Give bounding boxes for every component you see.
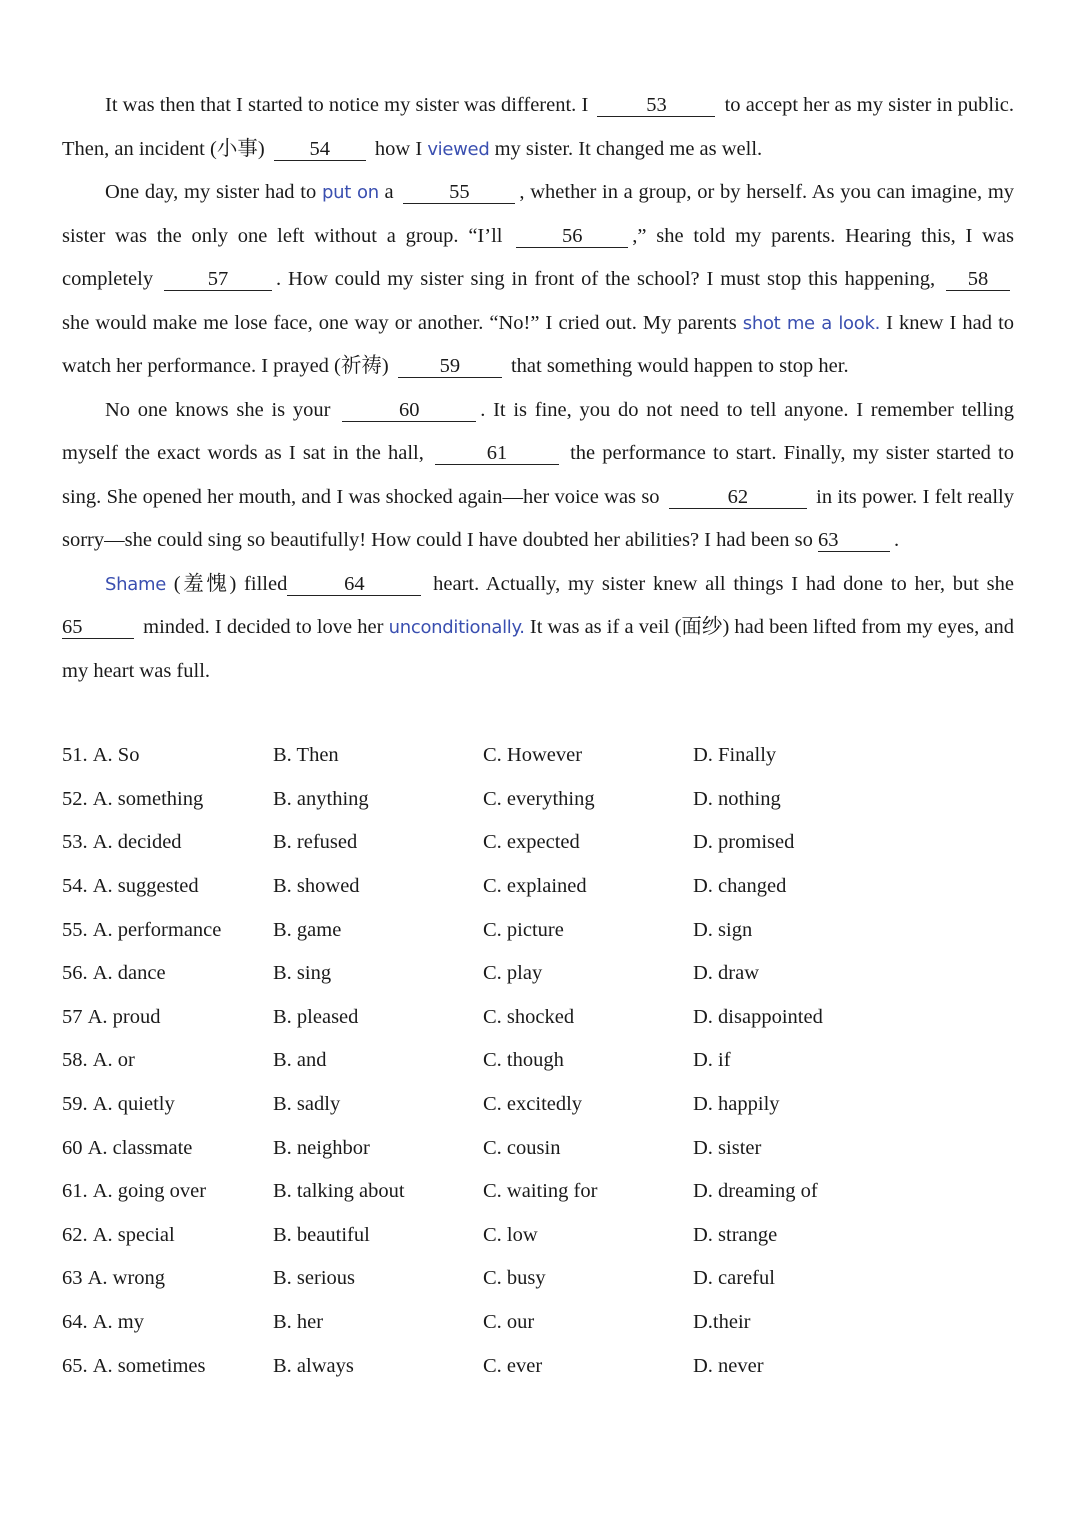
option-c: C. shocked — [483, 1005, 575, 1028]
question-row — [62, 996, 962, 1040]
option-c: C. busy — [483, 1267, 546, 1290]
option-d: D. Finally — [693, 744, 777, 767]
handwritten-note: shot me a look. — [742, 312, 880, 334]
question-number: 65. — [62, 1354, 88, 1377]
paragraph-1 — [62, 84, 1014, 171]
option-c: C. play — [483, 962, 543, 985]
option-c: C. picture — [483, 918, 564, 941]
handwritten-note: viewed — [427, 138, 490, 160]
blank-57: 57 — [164, 268, 272, 291]
text: No one knows she is your — [105, 398, 331, 421]
option-a: A. classmate — [87, 1136, 193, 1159]
option-c: C. cousin — [483, 1136, 561, 1159]
text: (羞愧) filled — [173, 572, 288, 595]
paragraph-3 — [62, 389, 1014, 563]
handwritten-note: put on — [321, 182, 379, 203]
option-d: D. happily — [693, 1093, 780, 1116]
text: I knew I had to watch her performance. I prayed (祈祷) — [62, 311, 1015, 377]
option-a-cell — [62, 1137, 273, 1160]
text: One day, my sister had to — [105, 181, 317, 203]
option-b: B. her — [273, 1311, 324, 1334]
question-number: 53. — [62, 831, 88, 854]
option-c: C. waiting for — [483, 1180, 598, 1203]
text: she would make me lose face, one way or another. “No!” I cried out. My parents — [62, 311, 737, 334]
option-a: A. quietly — [92, 1093, 175, 1116]
text: ,” she told my parents. Hearing this, I was completely — [62, 224, 1015, 290]
option-a-cell — [62, 919, 273, 942]
option-a: A. or — [92, 1049, 135, 1072]
text: . How could my sister sing in front of the school? I must stop this happening, — [276, 268, 936, 290]
passage — [62, 84, 1014, 693]
text: minded. I decided to love her — [143, 616, 384, 638]
text: the performance to start. Finally, my sister started to sing. She opened her mouth, and I was shocked again—her voice was so — [62, 442, 1014, 508]
option-c: C. our — [483, 1311, 535, 1334]
option-c: C. everything — [483, 787, 595, 810]
option-a-cell — [62, 875, 273, 898]
option-a-cell — [62, 1224, 273, 1247]
option-d: D. strange — [693, 1223, 778, 1246]
blank-62: 62 — [669, 486, 807, 509]
option-a: A. special — [92, 1223, 175, 1246]
option-a-cell — [62, 1311, 273, 1334]
option-b: B. Then — [273, 744, 339, 767]
option-b: B. talking about — [273, 1180, 405, 1203]
option-b: B. game — [273, 918, 342, 941]
question-row — [62, 1257, 962, 1301]
paragraph-2 — [62, 171, 1014, 389]
option-a: A. So — [92, 744, 140, 767]
option-a-cell — [62, 1049, 273, 1072]
question-number: 61. — [62, 1180, 88, 1203]
paragraph-4 — [62, 563, 1014, 694]
option-a-cell — [62, 788, 273, 811]
question-row — [62, 1214, 962, 1258]
option-b: B. neighbor — [273, 1136, 370, 1159]
option-a: A. going over — [92, 1180, 207, 1203]
blank-56: 56 — [516, 225, 628, 248]
blank-53: 53 — [597, 94, 715, 117]
question-row — [62, 734, 962, 778]
option-a-cell — [62, 1267, 273, 1290]
option-d: D. nothing — [693, 787, 781, 810]
question-number: 54. — [62, 875, 88, 898]
option-c: C. However — [483, 744, 583, 767]
question-number: 60 — [62, 1136, 83, 1159]
option-a: A. my — [92, 1311, 144, 1334]
question-row — [62, 908, 962, 952]
option-d: D. dreaming of — [693, 1180, 818, 1203]
option-b: B. sadly — [273, 1093, 341, 1116]
question-number: 59. — [62, 1093, 88, 1116]
question-row — [62, 1170, 962, 1214]
question-row — [62, 821, 962, 865]
question-number: 58. — [62, 1049, 88, 1072]
option-a: A. proud — [87, 1005, 161, 1028]
option-a: A. suggested — [92, 875, 199, 898]
option-d: D. never — [693, 1354, 764, 1377]
question-number: 64. — [62, 1311, 88, 1334]
option-a-cell — [62, 744, 273, 767]
option-a: A. sometimes — [92, 1354, 206, 1377]
option-d: D. if — [693, 1049, 731, 1072]
option-c: C. ever — [483, 1354, 543, 1377]
option-d: D. sister — [693, 1136, 762, 1159]
option-c: C. low — [483, 1223, 538, 1246]
text: my sister. It changed me as well. — [494, 137, 763, 160]
blank-59: 59 — [398, 355, 502, 378]
option-b: B. sing — [273, 962, 332, 985]
blank-61: 61 — [435, 442, 559, 465]
option-b: B. pleased — [273, 1005, 359, 1028]
option-d: D. careful — [693, 1267, 775, 1290]
question-number: 51. — [62, 744, 88, 767]
handwritten-note: unconditionally. — [388, 617, 525, 638]
option-d: D. promised — [693, 831, 795, 854]
option-a-cell — [62, 1180, 273, 1203]
text: that something would happen to stop her. — [510, 355, 849, 377]
option-c: C. explained — [483, 875, 587, 898]
option-d: D. disappointed — [693, 1005, 823, 1028]
question-number: 63 — [62, 1267, 83, 1290]
question-number: 56. — [62, 962, 88, 985]
question-number: 57 — [62, 1005, 83, 1028]
text: heart. Actually, my sister knew all things I had done to her, but she — [433, 572, 1014, 595]
option-b: B. serious — [273, 1267, 355, 1290]
blank-65: 65 — [62, 616, 134, 639]
answer-options — [62, 734, 962, 1388]
blank-54: 54 — [274, 138, 366, 161]
option-b: B. always — [273, 1354, 354, 1377]
text: how I — [374, 137, 423, 160]
question-row — [62, 1126, 962, 1170]
option-d: D. draw — [693, 962, 760, 985]
text: . It is fine, you do not need to tell anyone. I remember telling myself the exact words as I sat in the hall, — [62, 398, 1015, 464]
blank-60: 60 — [342, 399, 476, 422]
question-row — [62, 952, 962, 996]
option-d: D. changed — [693, 875, 787, 898]
option-c: C. though — [483, 1049, 564, 1072]
blank-55: 55 — [403, 181, 515, 204]
option-a: A. wrong — [87, 1267, 166, 1290]
question-row — [62, 1039, 962, 1083]
option-b: B. showed — [273, 875, 360, 898]
option-b: B. refused — [273, 831, 358, 854]
option-c: C. expected — [483, 831, 580, 854]
option-b: B. beautiful — [273, 1223, 370, 1246]
blank-58: 58 — [946, 268, 1010, 291]
question-row — [62, 778, 962, 822]
option-b: B. anything — [273, 787, 369, 810]
question-row — [62, 865, 962, 909]
option-a: A. performance — [92, 918, 222, 941]
option-a: A. decided — [92, 831, 182, 854]
option-a: A. dance — [92, 962, 166, 985]
question-number: 62. — [62, 1223, 88, 1246]
question-row — [62, 1344, 962, 1388]
handwritten-note: Shame — [105, 573, 166, 595]
question-row — [62, 1301, 962, 1345]
question-number: 55. — [62, 918, 88, 941]
blank-64: 64 — [287, 573, 421, 596]
text: , whether in a group, or by herself. As you can imagine, my sister was the only one left without a group. “I’ll — [62, 181, 1015, 247]
option-d: D.their — [693, 1311, 751, 1334]
blank-63: 63 — [818, 529, 890, 552]
text: a — [384, 181, 394, 203]
text: It was then that I started to notice my sister was different. I — [105, 94, 589, 116]
text: in its power. I felt really sorry—she could sing so beautifully! How could I have doubted her abilities? I had been so — [62, 485, 1014, 551]
option-a-cell — [62, 962, 273, 985]
text: to accept her as my sister in public. Then, an incident (小事) — [62, 94, 1014, 160]
option-a-cell — [62, 1355, 273, 1378]
option-b: B. and — [273, 1049, 327, 1072]
option-c: C. excitedly — [483, 1093, 583, 1116]
option-a-cell — [62, 831, 273, 854]
option-a: A. something — [92, 787, 204, 810]
text: . — [894, 529, 900, 551]
text: It was as if a veil (面纱) had been lifted from my eyes, and my heart was full. — [62, 616, 1015, 682]
option-a-cell — [62, 1093, 273, 1116]
option-a-cell — [62, 1006, 273, 1029]
option-d: D. sign — [693, 918, 753, 941]
question-number: 52. — [62, 787, 88, 810]
question-row — [62, 1083, 962, 1127]
